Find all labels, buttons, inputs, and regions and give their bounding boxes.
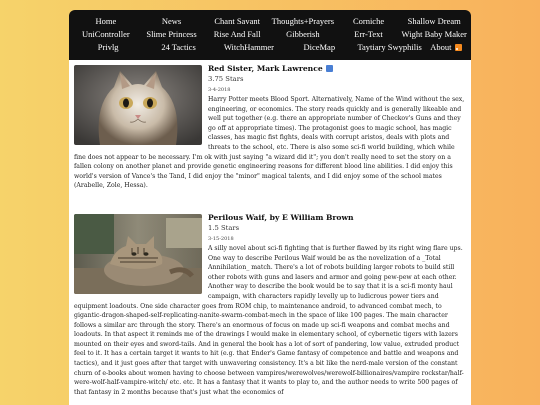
nav-witchhammer[interactable]: WitchHammer	[223, 42, 274, 52]
nav-corniche[interactable]: Corniche	[352, 16, 385, 26]
review-post	[74, 213, 466, 398]
tabby-cat-photo-icon	[74, 214, 202, 294]
post-title[interactable]: Perilous Waif, by E William Brown	[208, 212, 354, 222]
nav-row-3	[73, 41, 467, 54]
nav-news[interactable]: News	[161, 16, 182, 26]
post-date: 3-4-2018	[208, 87, 231, 93]
nav-err-text[interactable]: Err-Text	[354, 29, 383, 39]
nav-home[interactable]: Home	[95, 16, 117, 26]
main-content	[69, 60, 471, 405]
post-thumbnail	[74, 214, 202, 294]
nav-row-2	[73, 28, 467, 41]
nav-chant-savant[interactable]: Chant Savant	[214, 16, 260, 26]
nav-shallow-dream[interactable]: Shallow Dream	[407, 16, 461, 26]
page-wrapper	[69, 10, 471, 405]
review-post	[74, 64, 466, 191]
post-date: 3-15-2018	[208, 235, 234, 242]
post-body: Harry Potter meets Blood Sport. Alternatively, Name of the Wind without the sex, engineering, or economics. The story reads quickly and is generally likeable and well put together (e.g. there an appropriate number of Checkov's Guns and they go off at appropriate times). The protagonist goes to magic school, has magic classes, has magic fist fights, deals with corrupt aristos, deals with plots and threats to the school, etc. There is also some sci-fi world building, which while fine does not appear to be necessary. I'm ok with just saying "a wizard did it"; you don't really need to set the story on a fallen colony on another planet and provide genetic engineering reasons for different blood line abilities. I did enjoy this world's version of Vance's the Tand, I did enjoy the "minor" magical talents, and I did enjoy some of the school mates (Arabelle, Zole, Hessa).	[74, 96, 465, 190]
post-body: A silly novel about sci-fi fighting that is further flawed by its right wing flare ups. One way to describe Perilous Waif would be as the novelization of a _Total Annihilation_ match. There's a lot of robots building larger robots to build still other robots with guns and lasers and armor and going pew-pew at each other. Another way to describe the book would be to say that it is a sci-fi monty haul campaign, with characters rapidly levelly up to ludicrous power tiers and equipment loadouts. One side character goes from ROM chip, to maintenance android, to advanced combat mech, to gigantic-dragon-shaped-self-replicating-nanite-swarm-combat-mech in the space of like 100 pages. The main character follows a similar arc through the story. There's an enormous of focus on made up sci-fi weapons and combat mechs and loadouts. In that aspect it reminds me of the drawings I would make in elementary school, of cybernetic tigers with lazers mounted on their eyes and sword-tails. And in general the book has a lot of sort of pandering, low value, extruded product feel to it. It has a certain target it wants to hit (e.g. that Ender's Game fantasy of competence and battle and weapons and tactics), and it just goes after that target with unwavering consistency. It's a bit like the nerd-male version of the constant churn of e-books about women having to choose between vampires/werewolves/werewolf-billionaires/vampire rockstar/half-were-wolf-half-vampire-witch/ etc. etc. It has a fantasy that it wants to play to, and the author needs to write 500 pages of that fantasy in 2 months because that's just what the economics of	[74, 244, 464, 396]
link-icon[interactable]	[326, 65, 333, 72]
nav-thoughts-prayers[interactable]: Thoughts+Prayers	[271, 16, 335, 26]
post-rating: 3.75 Stars	[208, 75, 244, 83]
nav-gibberish[interactable]: Gibberish	[286, 29, 320, 39]
nav-dicemap[interactable]: DiceMap	[303, 42, 336, 52]
post-thumbnail	[74, 65, 202, 145]
nav-rise-and-fall[interactable]: Rise And Fall	[213, 29, 261, 39]
nav-taytiary-swyphilis[interactable]: Taytiary Swyphilis	[357, 42, 422, 52]
nav-row-1	[73, 15, 467, 28]
nav-24-tactics[interactable]: 24 Tactics	[161, 42, 196, 52]
nav-slime-princess[interactable]: Slime Princess	[146, 29, 197, 39]
nav-privlg[interactable]: Privlg	[97, 42, 119, 52]
post-title-text: Red Sister, Mark Lawrence	[208, 64, 323, 73]
fluffy-cat-photo-icon	[74, 65, 202, 145]
post-rating: 1.5 Stars	[208, 223, 240, 232]
nav-unicontroller[interactable]: UniController	[81, 29, 130, 39]
nav-wight-baby-maker[interactable]: Wight Baby Maker	[401, 29, 467, 39]
nav-about-label: About	[430, 42, 452, 52]
top-navigation	[69, 10, 471, 60]
rss-feed-icon[interactable]	[455, 44, 462, 51]
nav-about[interactable]	[425, 41, 467, 54]
